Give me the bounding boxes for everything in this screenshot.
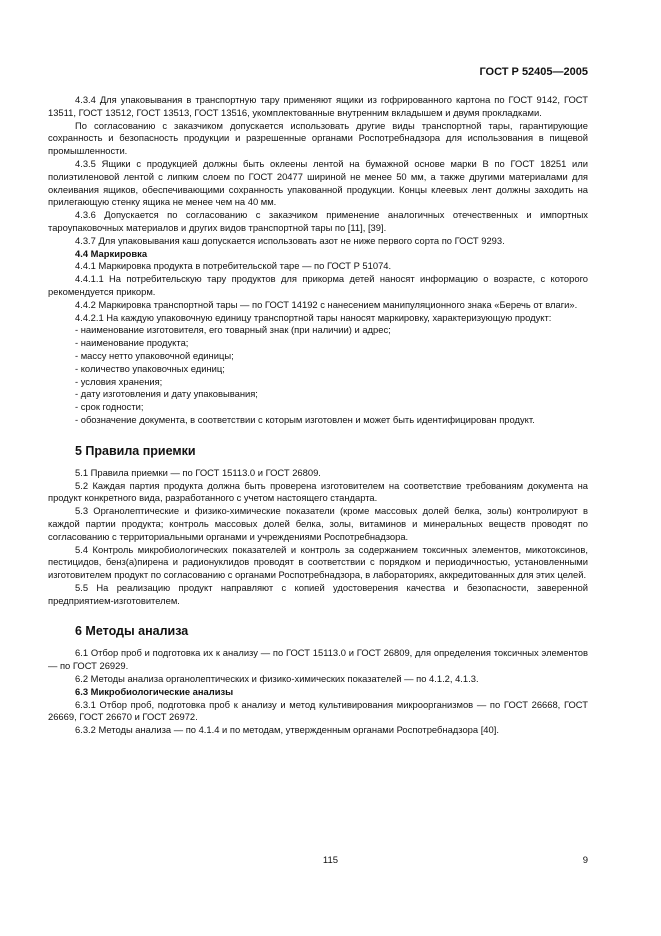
paragraph: 4.3.4 Для упаковывания в транспортную тару применяют ящики из гофрированного картона по ГОСТ 9142, ГОСТ 13511, ГОСТ 13512, ГОСТ 13513, ГОСТ 13516, укомплектованные внутренним вкладышем и двумя прокладками. — [48, 94, 588, 118]
page-number-center: 115 — [322, 855, 339, 866]
document-id: ГОСТ Р 52405—2005 — [479, 66, 588, 78]
paragraph: 4.4.1 Маркировка продукта в потребительской таре — по ГОСТ Р 51074. — [75, 260, 392, 272]
paragraph: 5.5 На реализацию продукт направляют с копией удостоверения качества и безопасности, заверенной предприятием-изготовителем. — [48, 581, 588, 606]
list-item: - массу нетто упаковочной единицы; — [75, 349, 234, 361]
paragraph: 4.3.6 Допускается по согласованию с заказчиком применение аналогичных отечественных и импортных тароупаковочных материалов и других видов транспортной тары по [11], [39]. — [48, 209, 588, 233]
paragraph: 6.3.1 Отбор проб, подготовка проб к анализу и метод культивирования микроорганизмов — по ГОСТ 26668, ГОСТ 26669, ГОСТ 26670 и ГОСТ 26972. — [48, 698, 588, 723]
paragraph: 6.1 Отбор проб и подготовка их к анализу — по ГОСТ 15113.0 и ГОСТ 26809, для определения токсичных элементов — по ГОСТ 26929. — [48, 647, 588, 672]
section-heading-5: 5 Правила приемки — [75, 443, 196, 458]
paragraph: 4.4.2 Маркировка транспортной тары — по ГОСТ 14192 с нанесением манипуляционного знака «Беречь от влаги». — [75, 298, 578, 310]
subsection-title: 6.3 Микробиологические анализы — [75, 685, 234, 697]
paragraph: 5.4 Контроль микробиологических показателей и контроль за содержанием токсичных элементов, микотоксинов, пестицидов, бенз(а)пирена и радионуклидов проводят в соответствии с порядком и периодичностью, установленными изготовителем продукт по согласованию с органами Роспотребнадзора, в лабораториях, аккредитованных для этих целей. — [48, 543, 588, 581]
list-item: - дату изготовления и дату упаковывания; — [75, 388, 258, 400]
list-item: - наименование изготовителя, его товарный знак (при наличии) и адрес; — [75, 324, 391, 336]
document-body — [48, 94, 588, 737]
paragraph: 5.1 Правила приемки — по ГОСТ 15113.0 и ГОСТ 26809. — [75, 466, 321, 478]
paragraph: 6.2 Методы анализа органолептических и физико-химических показателей — по 4.1.2, 4.1.3. — [75, 673, 479, 685]
paragraph: 4.4.1.1 На потребительскую тару продуктов для прикорма детей наносят информацию о возрасте, с которого рекомендуется прикорм. — [48, 273, 588, 297]
paragraph: По согласованию с заказчиком допускается использовать другие виды транспортной тары, гарантирующие сохранность и безопасность продукции и разрешенные органами Роспотребнадзора для использования в пищевой промышленности. — [48, 119, 588, 157]
list-item: - срок годности; — [75, 401, 144, 413]
subsection-title: 4.4 Маркировка — [75, 247, 148, 259]
paragraph: 5.2 Каждая партия продукта должна быть проверена изготовителем на соответствие требованиям документа на продукт конкретного вида, разработанного с учетом настоящего стандарта. — [48, 479, 588, 504]
list-item: - обозначение документа, в соответствии с которым изготовлен и может быть идентифицирован продукт. — [75, 413, 535, 425]
paragraph: 4.4.2.1 На каждую упаковочную единицу транспортной тары наносят маркировку, характеризующую продукт: — [75, 311, 552, 323]
paragraph: 4.3.5 Ящики с продукцией должны быть оклеены лентой на бумажной основе марки В по ГОСТ 18251 или полиэтиленовой лентой с липким слоем по ГОСТ 20477 шириной не менее 50 мм, а также другими материалами для оклеивания ящиков, обеспечивающими сохранность упакованной продукции. Концы клеевых лент должны заходить на прилегающую стенку ящика не менее чем на 40 мм. — [48, 157, 588, 208]
section-heading-6: 6 Методы анализа — [75, 624, 189, 639]
list-item: - количество упаковочных единиц; — [75, 362, 225, 374]
page-number-right: 9 — [582, 855, 588, 866]
paragraph: 6.3.2 Методы анализа — по 4.1.4 и по методам, утвержденным органами Роспотребнадзора [40]. — [75, 724, 499, 736]
list-item: - наименование продукта; — [75, 337, 189, 349]
list-item: - условия хранения; — [75, 375, 163, 387]
paragraph: 5.3 Органолептические и физико-химические показатели (кроме массовых долей белка, золы) контролируют в каждой партии продукта; контроль массовых долей белка, золы, витаминов и минеральных веществ проводят по согласованию с территориальными органами и учреждениями Роспотребнадзора. — [48, 505, 588, 542]
paragraph: 4.3.7 Для упаковывания каш допускается использовать азот не ниже первого сорта по ГОСТ 9293. — [75, 234, 505, 246]
